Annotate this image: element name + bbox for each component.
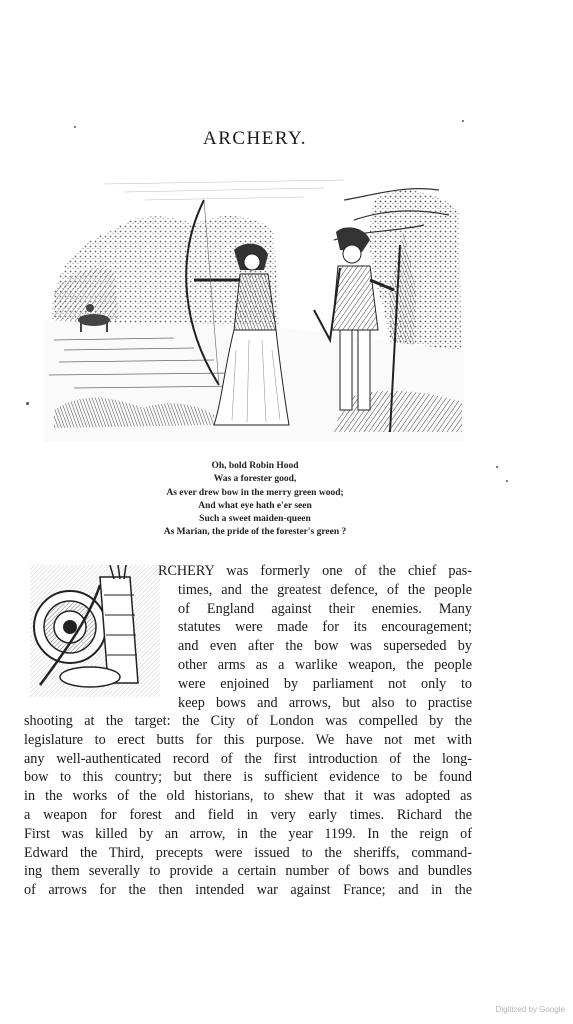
text-line: statutes were made for its encouragement;	[178, 619, 472, 636]
text-line: bow to this country; but there is sufficient evidence to be found	[24, 769, 472, 786]
body-paragraph	[24, 712, 472, 900]
scan-speck	[462, 120, 464, 122]
verse-line: As Marian, the pride of the forester's green ?	[163, 527, 347, 538]
page-title: ARCHERY.	[202, 128, 308, 149]
text-line: of arrows for the then intended war against France; and in the	[24, 882, 472, 899]
scan-speck	[506, 480, 508, 482]
epigraph-verse	[120, 460, 390, 540]
verse-line: Such a sweet maiden-queen	[199, 514, 311, 525]
text-line: First was killed by an arrow, in the year 1199. In the reign of	[24, 825, 472, 842]
text-line: keep bows and arrows, but also to practise	[178, 694, 472, 711]
scan-speck	[74, 126, 76, 128]
text-line: RCHERY was formerly one of the chief pas-	[158, 563, 472, 579]
scan-speck	[496, 466, 498, 468]
verse-line: Oh, bold Robin Hood	[211, 461, 299, 471]
text-line: in the works of the old historians, to shew that it was adopted as	[24, 788, 472, 805]
text-line: ing them severally to provide a certain number of bows and bundles	[24, 863, 472, 880]
scan-speck	[26, 402, 29, 405]
archers-engraving-icon	[44, 170, 464, 442]
opening-paragraph	[158, 562, 472, 712]
text-line: of England against their enemies. Many	[178, 600, 472, 617]
verse-line: As ever drew bow in the merry green wood;	[166, 487, 344, 498]
text-line: legislature to erect butts for this purpose. We have not met with	[24, 731, 472, 748]
target-and-quiver-icon	[30, 565, 160, 697]
text-line: and even after the bow was superseded by	[178, 638, 472, 655]
verse-line: And what eye hath e'er seen	[198, 500, 312, 511]
digitized-watermark: Digitized by Google	[495, 1005, 565, 1014]
text-line: other arms as a warlike weapon, the people	[178, 656, 472, 673]
text-line: Edward the Third, precepts were issued to the sheriffs, command-	[24, 844, 472, 861]
text-line: were enjoined by parliament not only to	[178, 675, 472, 692]
text-line: shooting at the target: the City of London was compelled by the	[24, 713, 472, 729]
text-line: a weapon for forest and field in very early times. Richard the	[24, 806, 472, 823]
text-line: any well-authenticated record of the first introduction of the long-	[24, 750, 472, 767]
text-line: times, and the greatest defence, of the people	[178, 581, 472, 598]
verse-line: Was a forester good,	[213, 474, 297, 485]
